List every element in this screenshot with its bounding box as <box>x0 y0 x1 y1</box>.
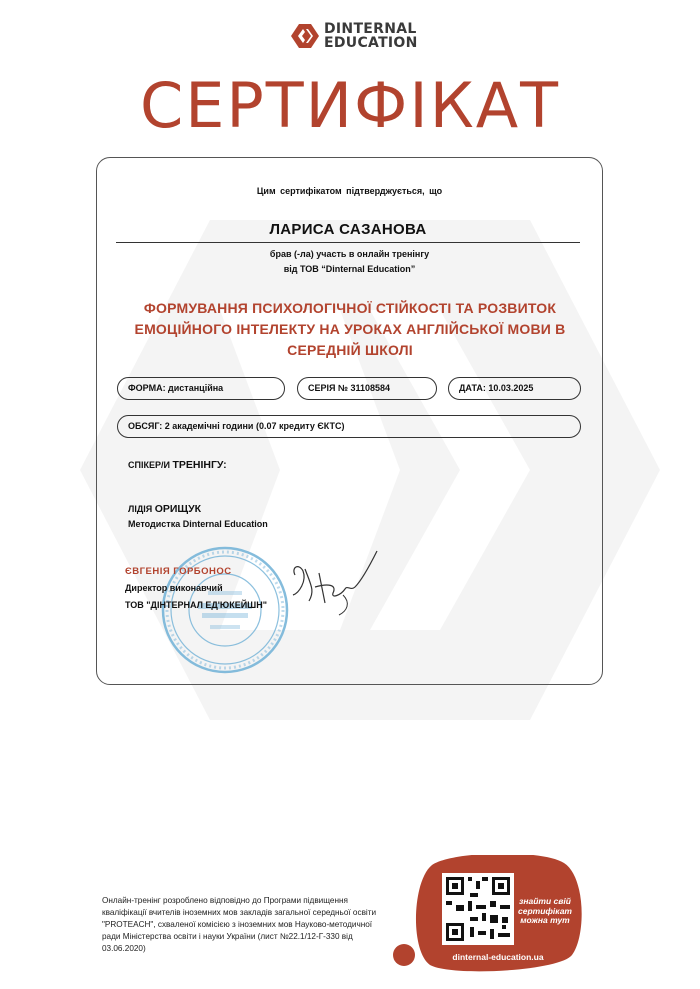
course-title: ФОРМУВАННЯ ПСИХОЛОГІЧНОЇ СТІЙКОСТІ ТА РОЗВИТОК ЕМОЦІЙНОГО ІНТЕЛЕКТУ НА УРОКАХ АНГЛІЙСЬКОЇ МОВИ В СЕРЕДНІЙ ШКОЛІ <box>134 300 566 358</box>
signature-icon <box>285 545 385 620</box>
footer-note: Онлайн-тренінг розроблено відповідно до Програми підвищення кваліфікації вчителів іноземних мов закладів загальної середньої освіти "PROTEACH", схваленої комісією з іноземних мов Науково-методичної ради Міністерства освіти і науки України (лист №22.1/12-Г-330 від 03.06.2020) <box>102 896 377 953</box>
form-field: ФОРМА: дистанційна <box>117 377 285 400</box>
director-role: Директор виконавчий <box>125 583 223 593</box>
qr-caption: знайти свій сертифікат можна тут <box>518 896 572 925</box>
participation-text: брав (-ла) участь в онлайн тренінгу <box>269 249 430 259</box>
speaker-first-name: ЛІДІЯ <box>128 504 155 514</box>
director-organization: ТОВ "ДІНТЕРНАЛ ЕД'ЮКЕЙШН" <box>125 600 267 610</box>
brand-logo <box>290 22 418 50</box>
website-link[interactable]: dinternal-education.ua <box>452 952 544 962</box>
speakers-label-part-1: СПІКЕР/И <box>128 460 173 470</box>
confirm-text: Цим сертифікатом підтверджується, що <box>256 186 443 196</box>
speakers-label <box>128 459 227 471</box>
page-title: СЕРТИФІКАТ <box>139 69 561 142</box>
logo-line-1: DINTERNAL <box>324 21 417 37</box>
logo-line-2: EDUCATION <box>324 35 418 51</box>
round-seal-icon <box>160 545 290 675</box>
organizer-text: від ТОВ “Dinternal Education” <box>283 264 416 274</box>
qr-code-icon <box>442 873 514 945</box>
date-field: ДАТА: 10.03.2025 <box>448 377 581 400</box>
speaker-name <box>128 503 201 515</box>
logo-text <box>324 22 418 50</box>
dinternal-logo-icon <box>290 23 320 49</box>
volume-field: ОБСЯГ: 2 академічні години (0.07 кредиту ЄКТС) <box>117 415 581 438</box>
series-field: СЕРІЯ № 31108584 <box>297 377 437 400</box>
recipient-name: ЛАРИСА САЗАНОВА <box>116 221 580 243</box>
speaker-last-name: ОРИЩУК <box>154 503 202 515</box>
director-name: ЄВГЕНІЯ ГОРБОНОС <box>125 566 232 577</box>
speaker-role: Методистка Dinternal Education <box>128 519 268 529</box>
speakers-label-part-2: ТРЕНІНГУ: <box>172 459 227 471</box>
